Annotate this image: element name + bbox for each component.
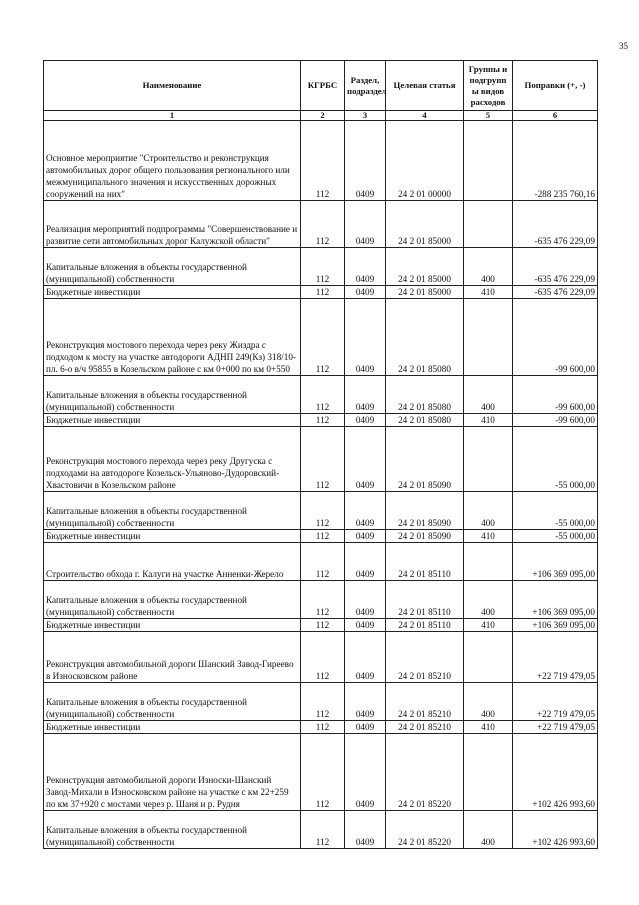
row-section: 0409 — [345, 581, 386, 619]
row-section: 0409 — [345, 530, 386, 543]
row-amendment-amount: -55 000,00 — [513, 530, 598, 543]
row-section: 0409 — [345, 619, 386, 632]
row-kgrbs: 112 — [301, 427, 345, 492]
row-kgrbs: 112 — [301, 492, 345, 530]
column-number: 6 — [513, 111, 598, 121]
row-kgrbs: 112 — [301, 376, 345, 414]
row-expense-group: 400 — [464, 581, 513, 619]
row-target-article: 24 2 01 85000 — [386, 286, 464, 299]
row-target-article: 24 2 01 85090 — [386, 427, 464, 492]
row-expense-group — [464, 121, 513, 201]
row-target-article: 24 2 01 85110 — [386, 619, 464, 632]
table-row — [44, 632, 598, 683]
column-number-row — [44, 111, 598, 121]
row-kgrbs: 112 — [301, 248, 345, 286]
header-name: Наименование — [44, 61, 301, 111]
row-kgrbs: 112 — [301, 581, 345, 619]
row-amendment-amount: -55 000,00 — [513, 427, 598, 492]
row-name: Реконструкция мостового перехода через реку Другуска с подходами на автодороге Козельск-Ульяново-Дудоровский-Хвастовичи в Козельском районе — [44, 427, 301, 492]
row-amendment-amount: +106 369 095,00 — [513, 619, 598, 632]
row-section: 0409 — [345, 683, 386, 721]
row-expense-group: 400 — [464, 376, 513, 414]
row-kgrbs: 112 — [301, 121, 345, 201]
table-row — [44, 492, 598, 530]
header-expense-groups: Группы и подгрупп ы видов расходов — [464, 61, 513, 111]
row-amendment-amount: -55 000,00 — [513, 492, 598, 530]
row-target-article: 24 2 01 85000 — [386, 248, 464, 286]
row-name: Строительство обхода г. Калуги на участке Анненки-Жерело — [44, 543, 301, 581]
table-row — [44, 721, 598, 734]
row-amendment-amount: -635 476 229,09 — [513, 201, 598, 248]
row-section: 0409 — [345, 632, 386, 683]
column-number: 4 — [386, 111, 464, 121]
row-expense-group: 410 — [464, 530, 513, 543]
row-expense-group: 410 — [464, 286, 513, 299]
row-amendment-amount: +102 426 993,60 — [513, 734, 598, 811]
column-number: 5 — [464, 111, 513, 121]
row-kgrbs: 112 — [301, 632, 345, 683]
row-kgrbs: 112 — [301, 619, 345, 632]
row-kgrbs: 112 — [301, 811, 345, 849]
row-target-article: 24 2 01 85210 — [386, 683, 464, 721]
row-name: Бюджетные инвестиции — [44, 414, 301, 427]
row-target-article: 24 2 01 85090 — [386, 530, 464, 543]
row-section: 0409 — [345, 543, 386, 581]
row-amendment-amount: +102 426 993,60 — [513, 811, 598, 849]
table-row — [44, 201, 598, 248]
table-row — [44, 299, 598, 376]
page-number: 35 — [619, 41, 628, 51]
row-expense-group: 410 — [464, 414, 513, 427]
row-expense-group — [464, 734, 513, 811]
row-section: 0409 — [345, 121, 386, 201]
row-section: 0409 — [345, 492, 386, 530]
row-name: Капитальные вложения в объекты государственной (муниципальной) собственности — [44, 683, 301, 721]
table-row — [44, 543, 598, 581]
row-target-article: 24 2 01 85220 — [386, 811, 464, 849]
row-target-article: 24 2 01 85210 — [386, 632, 464, 683]
row-name: Бюджетные инвестиции — [44, 530, 301, 543]
table-row — [44, 734, 598, 811]
row-expense-group: 400 — [464, 683, 513, 721]
table-row — [44, 376, 598, 414]
row-kgrbs: 112 — [301, 543, 345, 581]
row-kgrbs: 112 — [301, 734, 345, 811]
row-name: Основное мероприятие "Строительство и реконструкция автомобильных дорог общего пользования регионального или межмуниципального значения и искусственных дорожных сооружений на них" — [44, 121, 301, 201]
table-row — [44, 248, 598, 286]
row-name: Капитальные вложения в объекты государственной (муниципальной) собственности — [44, 376, 301, 414]
row-target-article: 24 2 01 85080 — [386, 414, 464, 427]
row-name: Капитальные вложения в объекты государственной (муниципальной) собственности — [44, 811, 301, 849]
header-section: Раздел, подраздел — [345, 61, 386, 111]
row-expense-group: 400 — [464, 492, 513, 530]
row-section: 0409 — [345, 286, 386, 299]
table-row — [44, 581, 598, 619]
table-row — [44, 683, 598, 721]
row-target-article: 24 2 01 85110 — [386, 543, 464, 581]
row-amendment-amount: +22 719 479,05 — [513, 683, 598, 721]
budget-amendments-table — [43, 60, 598, 849]
header-target-article: Целевая статья — [386, 61, 464, 111]
row-name: Реализация мероприятий подпрограммы "Совершенствование и развитие сети автомобильных дорог Калужской области" — [44, 201, 301, 248]
row-target-article: 24 2 01 00000 — [386, 121, 464, 201]
row-amendment-amount: +22 719 479,05 — [513, 721, 598, 734]
row-amendment-amount: +106 369 095,00 — [513, 543, 598, 581]
row-kgrbs: 112 — [301, 299, 345, 376]
row-section: 0409 — [345, 299, 386, 376]
row-section: 0409 — [345, 734, 386, 811]
row-kgrbs: 112 — [301, 530, 345, 543]
row-name: Бюджетные инвестиции — [44, 721, 301, 734]
row-expense-group: 400 — [464, 811, 513, 849]
table-row — [44, 121, 598, 201]
row-target-article: 24 2 01 85000 — [386, 201, 464, 248]
row-target-article: 24 2 01 85080 — [386, 376, 464, 414]
row-section: 0409 — [345, 811, 386, 849]
table-row — [44, 619, 598, 632]
row-expense-group: 410 — [464, 619, 513, 632]
column-number: 3 — [345, 111, 386, 121]
row-expense-group — [464, 632, 513, 683]
row-name: Реконструкция мостового перехода через реку Жиздра с подходом к мосту на участке автодороги АДНП 249(Кз) 318/10-пл. 6-о в/ч 95855 в Козельском районе с км 0+000 по км 0+550 — [44, 299, 301, 376]
row-section: 0409 — [345, 427, 386, 492]
row-expense-group — [464, 427, 513, 492]
row-name: Бюджетные инвестиции — [44, 286, 301, 299]
table-row — [44, 286, 598, 299]
row-amendment-amount: +22 719 479,05 — [513, 632, 598, 683]
row-kgrbs: 112 — [301, 721, 345, 734]
table-row — [44, 530, 598, 543]
row-name: Капитальные вложения в объекты государственной (муниципальной) собственности — [44, 248, 301, 286]
row-expense-group — [464, 299, 513, 376]
row-target-article: 24 2 01 85210 — [386, 721, 464, 734]
row-section: 0409 — [345, 721, 386, 734]
row-amendment-amount: -99 600,00 — [513, 299, 598, 376]
row-section: 0409 — [345, 376, 386, 414]
row-target-article: 24 2 01 85080 — [386, 299, 464, 376]
table-row — [44, 427, 598, 492]
table-row — [44, 811, 598, 849]
row-expense-group — [464, 201, 513, 248]
row-kgrbs: 112 — [301, 201, 345, 248]
header-kgrbs: КГРБС — [301, 61, 345, 111]
row-kgrbs: 112 — [301, 683, 345, 721]
row-section: 0409 — [345, 201, 386, 248]
row-name: Капитальные вложения в объекты государственной (муниципальной) собственности — [44, 492, 301, 530]
row-target-article: 24 2 01 85220 — [386, 734, 464, 811]
row-name: Реконструкция автомобильной дороги Шанский Завод-Гиреево в Износковском районе — [44, 632, 301, 683]
table-row — [44, 414, 598, 427]
row-section: 0409 — [345, 414, 386, 427]
row-section: 0409 — [345, 248, 386, 286]
header-amendments: Поправки (+, -) — [513, 61, 598, 111]
row-amendment-amount: -99 600,00 — [513, 414, 598, 427]
header-row — [44, 61, 598, 111]
row-expense-group: 410 — [464, 721, 513, 734]
row-name: Реконструкция автомобильной дороги Износки-Шанский Завод-Михали в Износковском районе на участке с км 22+259 по км 37+920 с мостами через р. Шаня и р. Рудня — [44, 734, 301, 811]
row-amendment-amount: +106 369 095,00 — [513, 581, 598, 619]
row-target-article: 24 2 01 85110 — [386, 581, 464, 619]
row-amendment-amount: -635 476 229,09 — [513, 248, 598, 286]
row-kgrbs: 112 — [301, 286, 345, 299]
column-number: 1 — [44, 111, 301, 121]
row-amendment-amount: -288 235 760,16 — [513, 121, 598, 201]
row-expense-group: 400 — [464, 248, 513, 286]
row-kgrbs: 112 — [301, 414, 345, 427]
row-target-article: 24 2 01 85090 — [386, 492, 464, 530]
row-amendment-amount: -99 600,00 — [513, 376, 598, 414]
row-name: Капитальные вложения в объекты государственной (муниципальной) собственности — [44, 581, 301, 619]
column-number: 2 — [301, 111, 345, 121]
row-name: Бюджетные инвестиции — [44, 619, 301, 632]
row-expense-group — [464, 543, 513, 581]
row-amendment-amount: -635 476 229,09 — [513, 286, 598, 299]
